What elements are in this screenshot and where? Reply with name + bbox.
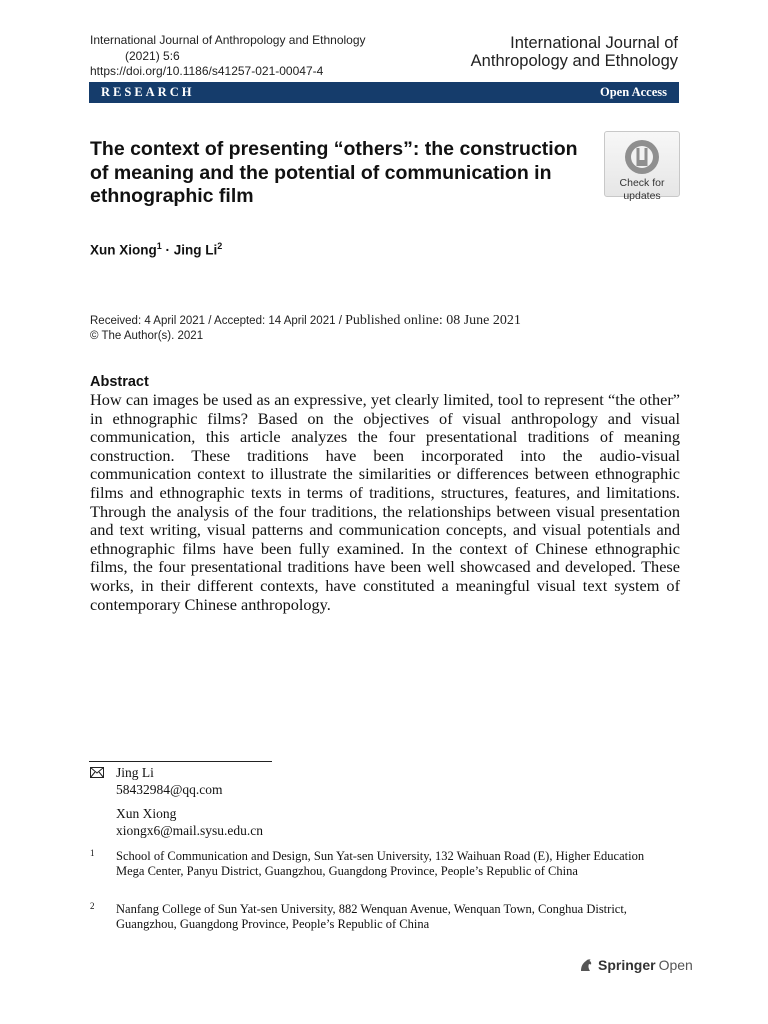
springer-horse-icon (578, 957, 594, 973)
abstract-text: How can images be used as an expressive, yet clearly limited, tool to represent “the other” in ethnographic films? Based on the objectives of visual anthropology and visual communication, this article analyzes the four presentational traditions of meaning construction. These traditions have been incorporated into the audio-visual communication context to illustrate the similarities or differences between ethnographic films and ethnographic texts in terms of traditions, structures, features, and limitations. Through the analysis of the four traditions, the relationships between visual presentation and text writing, visual patterns and communication concepts, and visual potentials and ethnographic films have been fully examined. In the context of Chinese ethnographic films, the four presentational traditions have been well showcased and developed. These works, in their different contexts, have constituted a meaningful visual text system of contemporary Chinese anthropology. (90, 390, 680, 614)
author-affiliation-ref: 2 (217, 241, 223, 251)
badge-line2: updates (623, 189, 661, 202)
affiliation-text: Nanfang College of Sun Yat-sen University, 882 Wenquan Avenue, Wenquan Town, Conghua District, Guangzhou, Guangdong Province, People’s Republic of China (116, 902, 627, 931)
article-dates (90, 313, 521, 344)
publisher-name: Springer (598, 957, 656, 973)
abstract-heading: Abstract (90, 374, 149, 390)
received-accepted-dates: Received: 4 April 2021 / Accepted: 14 April 2021 / (90, 315, 346, 327)
affiliation-2 (90, 902, 680, 932)
footnote-divider (89, 761, 272, 762)
author-list (90, 241, 222, 258)
author-name[interactable]: Xun Xiong (90, 242, 157, 258)
contact-email[interactable]: 58432984@qq.com (116, 781, 223, 797)
affiliation-number: 1 (90, 848, 95, 858)
citation-journal: International Journal of Anthropology and Ethnology (90, 33, 366, 47)
springer-open-logo (578, 957, 693, 973)
citation-block (90, 33, 366, 80)
journal-name (471, 34, 678, 70)
affiliation-text: School of Communication and Design, Sun Yat-sen University, 132 Waihuan Road (E), Higher Education Mega Center, Panyu District, Guangzhou, Guangdong Province, People’s Republic of China (116, 849, 645, 878)
article-type-label: RESEARCH (101, 85, 195, 99)
citation-doi-link[interactable]: https://doi.org/10.1186/s41257-021-00047-4 (90, 64, 324, 78)
check-for-updates-badge[interactable] (604, 131, 680, 202)
author-name[interactable]: Jing Li (173, 242, 218, 258)
journal-name-line2: Anthropology and Ethnology (470, 52, 678, 70)
mail-icon (90, 767, 104, 778)
open-access-label: Open Access (599, 85, 667, 99)
contact-name: Xun Xiong (116, 806, 177, 821)
published-date: Published online: 08 June 2021 (345, 313, 521, 328)
article-type-band (89, 82, 679, 103)
copyright-line: © The Author(s). 2021 (90, 330, 204, 342)
publisher-suffix: Open (658, 957, 693, 973)
badge-line1: Check for (619, 177, 665, 189)
contact-name: Jing Li (116, 765, 154, 780)
contact-email[interactable]: xiongx6@mail.sysu.edu.cn (116, 822, 264, 838)
crossmark-icon (622, 138, 662, 176)
author-separator: · (161, 242, 174, 258)
article-title: The context of presenting “others”: the construction of meaning and the potential of communication in ethnographic film (90, 138, 578, 207)
author-affiliation-ref: 1 (156, 241, 162, 251)
affiliation-1 (90, 849, 680, 879)
citation-issue: (2021) 5:6 (125, 48, 180, 63)
affiliation-number: 2 (90, 901, 95, 911)
journal-name-line1: International Journal of (510, 34, 678, 52)
